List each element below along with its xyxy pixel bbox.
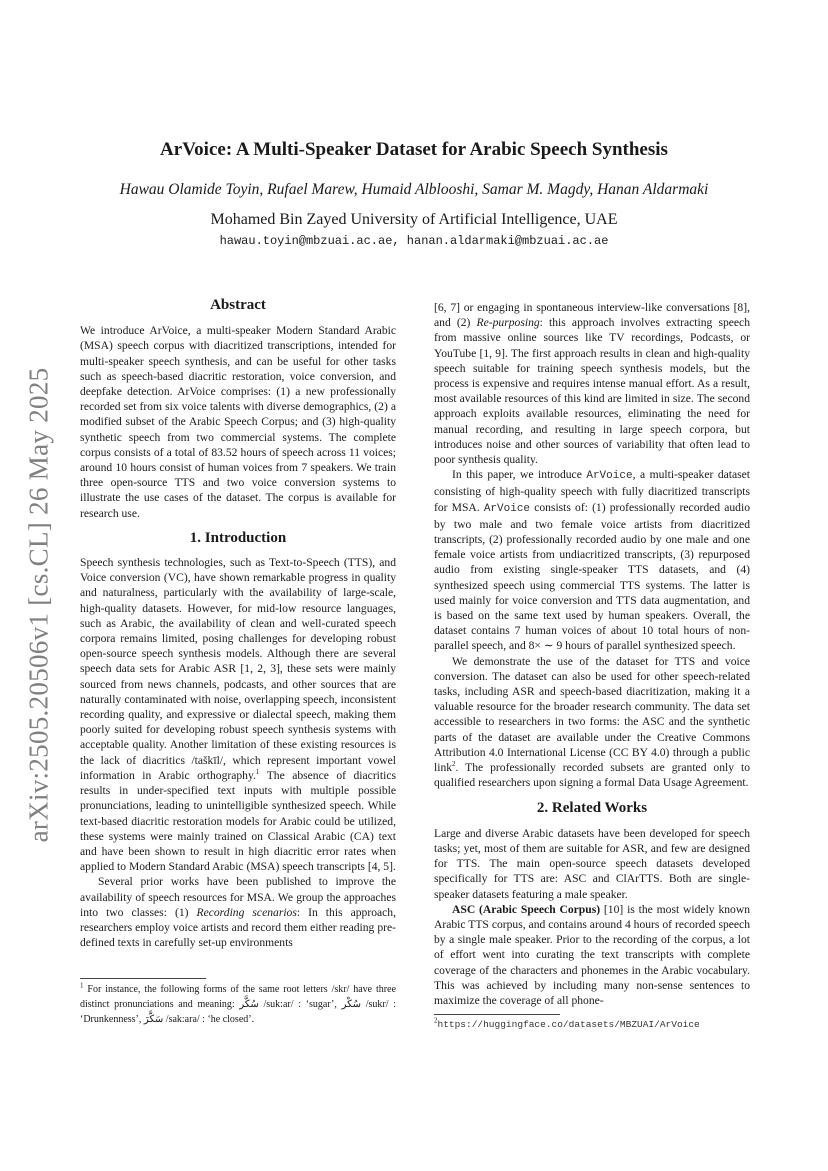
arxiv-identifier	[14, 355, 64, 855]
re-purposing-term: Re-purposing	[476, 316, 540, 330]
footnote-2-mark: 2	[434, 1016, 438, 1025]
left-column	[80, 298, 396, 950]
recording-scenarios-term: Recording scenarios	[196, 905, 297, 919]
right-p2-text-a: In this paper, we introduce	[452, 468, 587, 482]
related-p2-text: [10] is the most widely known Arabic TTS corpus, and contains around 4 hours of recorded speech by a single male speaker. Prior to the recording of the corpus, a lot of effort went into curating the text transcripts with complete coverage of the characters and phonemes in the Arabic vocabulary. This was achieved by including many non-sense sentences to maximize the coverage of all phone-	[434, 902, 750, 1007]
related-paragraph-1: Large and diverse Arabic datasets have been developed for speech tasks; yet, most of them are suitable for ASR, and few are designed for TTS. The main open-source speech datasets developed specifically for TTS are: ASC and ClArTTS. Both are single-speaker datasets featuring a male speaker.	[434, 826, 750, 901]
arvoice-name-2: ArVoice	[483, 502, 531, 515]
intro-p2-text-a: Several prior works have been published to improve the availability of speech resources for MSA. We group the approaches into two classes: (1)	[80, 875, 396, 919]
right-p1-text-b: : this approach involves extracting speech from massive online sources like TV recordings, Podcasts, or YouTube [1, 9]. The first approach results in clean and high-quality speech suitable for training speech synthesis models, but the process is expensive and requires intense manual effort. As a result, most available resources of this kind are limited in size. The second approach exploits available resources, eliminating the need for manual recording, and resulting in large speech corpora, but introduces noise and other sources of variability that often lead to poor synthesis quality.	[434, 316, 750, 467]
right-paragraph-2	[434, 467, 750, 653]
right-column	[434, 300, 750, 1008]
footnote-ref-2[interactable]: 2	[452, 760, 456, 769]
right-paragraph-1	[434, 300, 750, 467]
related-paragraph-2	[434, 902, 750, 1008]
right-p3-text-a: We demonstrate the use of the dataset for TTS and voice conversion. The dataset can also be used for other speech-related tasks, including ASR and speech-based diacritization, making it a valuable resource for the broader research community. The data set accessible to researchers in two forms: the ASC and the synthetic parts of the dataset are available under the Creative Commons Attribution 4.0 International License (CC BY 4.0) through a public link	[434, 654, 750, 775]
introduction-heading: 1. Introduction	[189, 529, 287, 546]
right-p2-text-c: consists of: (1) professionally recorded audio by two male and two female voice artists from diacritized transcripts, (2) professionally recorded audio by one male and one female voice artists from undiacritized transcripts, (3) repurposed audio from existing single-speaker TTS datasets, and (4) synthesized speech using commercial TTS systems. The latter is used mainly for voice conversion and TTS data augmentation, and is based on the same text used by human speakers. Overall, the dataset contains 7 human voices of about 10 total hours of non-parallel speech, and 8× ∼ 9 hours of parallel synthesized speech.	[434, 500, 750, 653]
asc-term: ASC (Arabic Speech Corpus)	[452, 902, 601, 916]
right-paragraph-3	[434, 654, 750, 791]
intro-p2-text-b: : In this approach, researchers employ voice artists and record them either reading pre-defined texts in carefully set-up environments	[80, 905, 396, 950]
affiliation: Mohamed Bin Zayed University of Artificial Intelligence, UAE	[210, 211, 618, 228]
footnote-ref-1[interactable]: 1	[255, 768, 260, 777]
footnote-2	[434, 1018, 750, 1032]
related-works-heading: 2. Related Works	[536, 799, 648, 816]
intro-p1-text-a: Speech synthesis technologies, such as Text-to-Speech (TTS), and Voice conversion (VC), have shown remarkable progress in quality and naturalness, particularly with the availability of large-scale, high-quality datasets. However, for mid-low resource languages, such as Arabic, the availability of clean and well-curated speech corpora remains limited, posing challenges for developing robust open-source speech synthesis models. Although there are several speech data sets for Arabic ASR [1, 2, 3], these sets were mainly sourced from news channels, podcasts, and other sources that are naturally contaminated with noise, overlapping speech, inconsistent recording quality, and expressive or dialectal speech, making them poorly suited for developing robust speech synthesis systems with acceptable quality. Another limitation of these existing resources is the lack of diacritics /taškīl/, which represent important vowel information in Arabic orthography.	[80, 556, 396, 782]
author-emails[interactable]: hawau.toyin@mbzuai.ac.ae, hanan.aldarmaki@mbzuai.ac.ae	[219, 234, 609, 248]
arxiv-id-text: arXiv:2505.20506v1 [cs.CL] 26 May 2025	[23, 367, 54, 843]
footnote-1	[80, 982, 396, 1027]
author-list: Hawau Olamide Toyin, Rufael Marew, Humaid Alblooshi, Samar M. Magdy, Hanan Aldarmaki	[119, 181, 709, 198]
footnote-1-mark: 1	[80, 981, 84, 990]
intro-p1-text-b: The absence of diacritics results in under-specified text inputs with multiple possible pronunciations, leading to unintelligible synthesized speech. While text-based diacritic restoration models for Arabic could be utilized, these systems were mainly trained on Classical Arabic (CA) text and have been shown to result in high diacritic error rates when applied to Modern Standard Arabic (MSA) speech transcripts [4, 5].	[80, 768, 396, 874]
right-p3-text-b: . The professionally recorded subsets are granted only to qualified researchers upon signing a formal Data Usage Agreement.	[434, 761, 750, 790]
paper-title: ArVoice: A Multi-Speaker Dataset for Arabic Speech Synthesis	[160, 139, 668, 160]
right-p1-text-a: [6, 7] or engaging in spontaneous interview-like conversations [8], and (2)	[434, 301, 750, 330]
arvoice-name-1: ArVoice	[586, 470, 633, 483]
intro-paragraph-2	[80, 874, 396, 950]
footnote-1-text: For instance, the following forms of the same root letters /skr/ have three distinct pronunciations and meaning: سُكَّر /suk:ar/ : ‘sugar’, سُكْر /sukr/ : ‘Drunkenness’, سَكَّرَ /sak:ara/ : ‘he closed’.	[80, 984, 397, 1025]
right-p2-text-b: , a multi-speaker dataset consisting of high-quality speech with fully diacritized transcripts for MSA.	[434, 468, 751, 514]
intro-paragraph-1	[80, 555, 396, 874]
abstract-heading: Abstract	[210, 297, 266, 313]
footnote-rule-right	[434, 1014, 560, 1015]
dataset-link[interactable]: https://huggingface.co/datasets/MBZUAI/ArVoice	[437, 1019, 700, 1030]
abstract-text: We introduce ArVoice, a multi-speaker Modern Standard Arabic (MSA) speech corpus with diacritized transcriptions, intended for multi-speaker speech synthesis, and can be useful for other tasks such as speech-based diacritic restoration, voice conversion, and deepfake detection. ArVoice comprises: (1) a new professionally recorded set from six voice talents with diverse demographics, (2) a modified subset of the Arabic Speech Corpus; and (3) high-quality synthetic speech from two commercial systems. The complete corpus consists of a total of 83.52 hours of speech across 11 voices; around 10 hours consist of human voices from 7 speakers. We train three open-source TTS and two voice conversion systems to illustrate the use cases of the dataset. The corpus is available for research use.	[80, 324, 396, 520]
footnote-rule-left	[80, 978, 206, 979]
